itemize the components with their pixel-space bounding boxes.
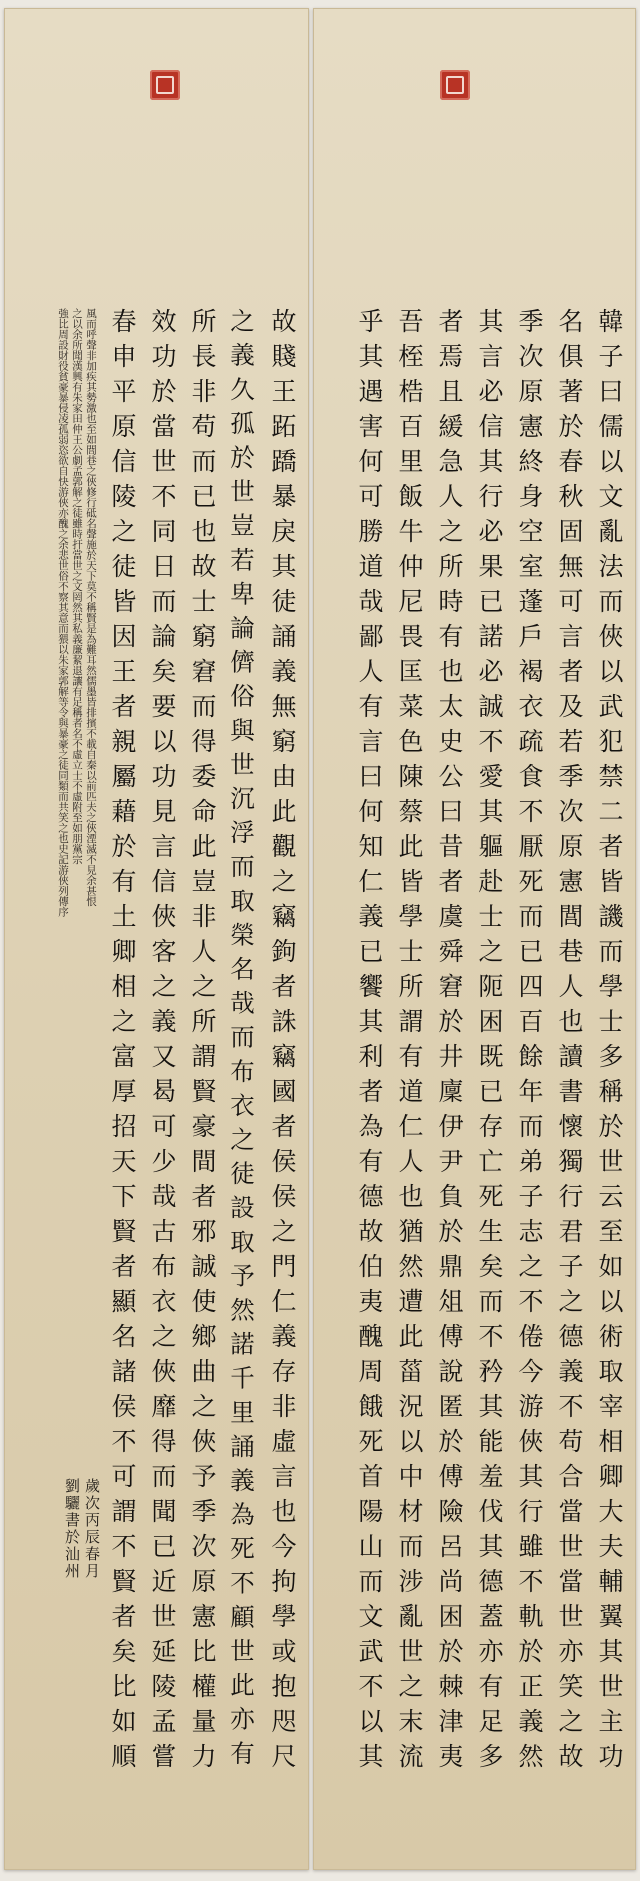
signature-date: 歲次丙辰春月 <box>83 1478 101 1580</box>
text-column: 其言必信其行必果已諾必誠不愛其軀赴士之阨困既已存亡死生矣而不矜其能羞伐其德蓋亦有足多 <box>475 308 504 1778</box>
right-scroll-panel <box>313 8 636 1870</box>
signature-author: 劉驪書於汕州 <box>63 1478 81 1580</box>
text-column: 所長非苟而已也故士窮窘而得委命此豈非人之所謂賢豪間者邪誠使鄉曲之俠予季次原憲比權量力 <box>188 308 217 1778</box>
text-column: 之義久孤於世豈若卑論儕俗與世沉浮而取榮名哉而布衣之徒設取予然諾千里誦義為死不顧世此亦有 <box>227 308 256 1775</box>
text-column: 者焉且緩急人之所時有也太史公曰昔者虞舜窘於井廩伊尹負於鼎俎傅說匿於傅險呂尚困於棘津夷 <box>435 308 464 1778</box>
annotation-column: 強比周設財役貧豪暴侵凌孤弱恣欲自快游俠亦醜之余悲世俗不察其意而猥以朱家郭解等令與暴豪之徒同類而共笑之也史記游俠列傳序 <box>57 308 69 917</box>
text-column: 季次原憲終身空室蓬戶褐衣疏食不厭死而已四百餘年而弟子志之不倦今游俠其行雖不軌於正義然 <box>515 308 544 1778</box>
red-seal-icon <box>440 70 470 100</box>
left-scroll-panel <box>4 8 309 1870</box>
annotation-column: 風而呼聲非加疾其勢激也至如閭巷之俠修行砥名聲施於天下莫不稱賢是為難耳然儒墨皆排擯不載自秦以前匹夫之俠湮滅不見余甚恨 <box>85 308 97 907</box>
text-column: 故賤王跖蹻暴戾其徒誦義無窮由此觀之竊鉤者誅竊國者侯侯之門仁義存非虛言也今拘學或抱咫尺 <box>268 308 297 1778</box>
text-column: 吾桎梏百里飯牛仲尼畏匡菜色陳蔡此皆學士所謂有道仁人也猶然遭此菑況以中材而涉亂世之末流 <box>395 308 424 1778</box>
text-column: 韓子曰儒以文亂法而俠以武犯禁二者皆譏而學士多稱於世云至如以術取宰相卿大夫輔翼其世主功 <box>595 308 624 1778</box>
annotation-column: 之以余所聞漢興有朱家田仲王公劇孟郭解之徒雖時扞當世之文罔然其私義廉絜退讓有足稱者名不虛立士不虛附至如朋黨宗 <box>71 308 83 865</box>
text-column: 乎其遇害何可勝道哉鄙人有言曰何知仁義已饗其利者為有德故伯夷醜周餓死首陽山而文武不以其 <box>355 308 384 1778</box>
text-column: 春申平原信陵之徒皆因王者親屬藉於有土卿相之富厚招天下賢者顯名諸侯不可謂不賢者矣比如順 <box>108 308 137 1778</box>
red-seal-icon <box>150 70 180 100</box>
text-column: 效功於當世不同日而論矣要以功見言信俠客之義又曷可少哉古布衣之俠靡得而聞已近世延陵孟嘗 <box>148 308 177 1778</box>
text-column: 名俱著於春秋固無可言者及若季次原憲閭巷人也讀書懷獨行君子之德義不苟合當世當世亦笑之故 <box>555 308 584 1778</box>
